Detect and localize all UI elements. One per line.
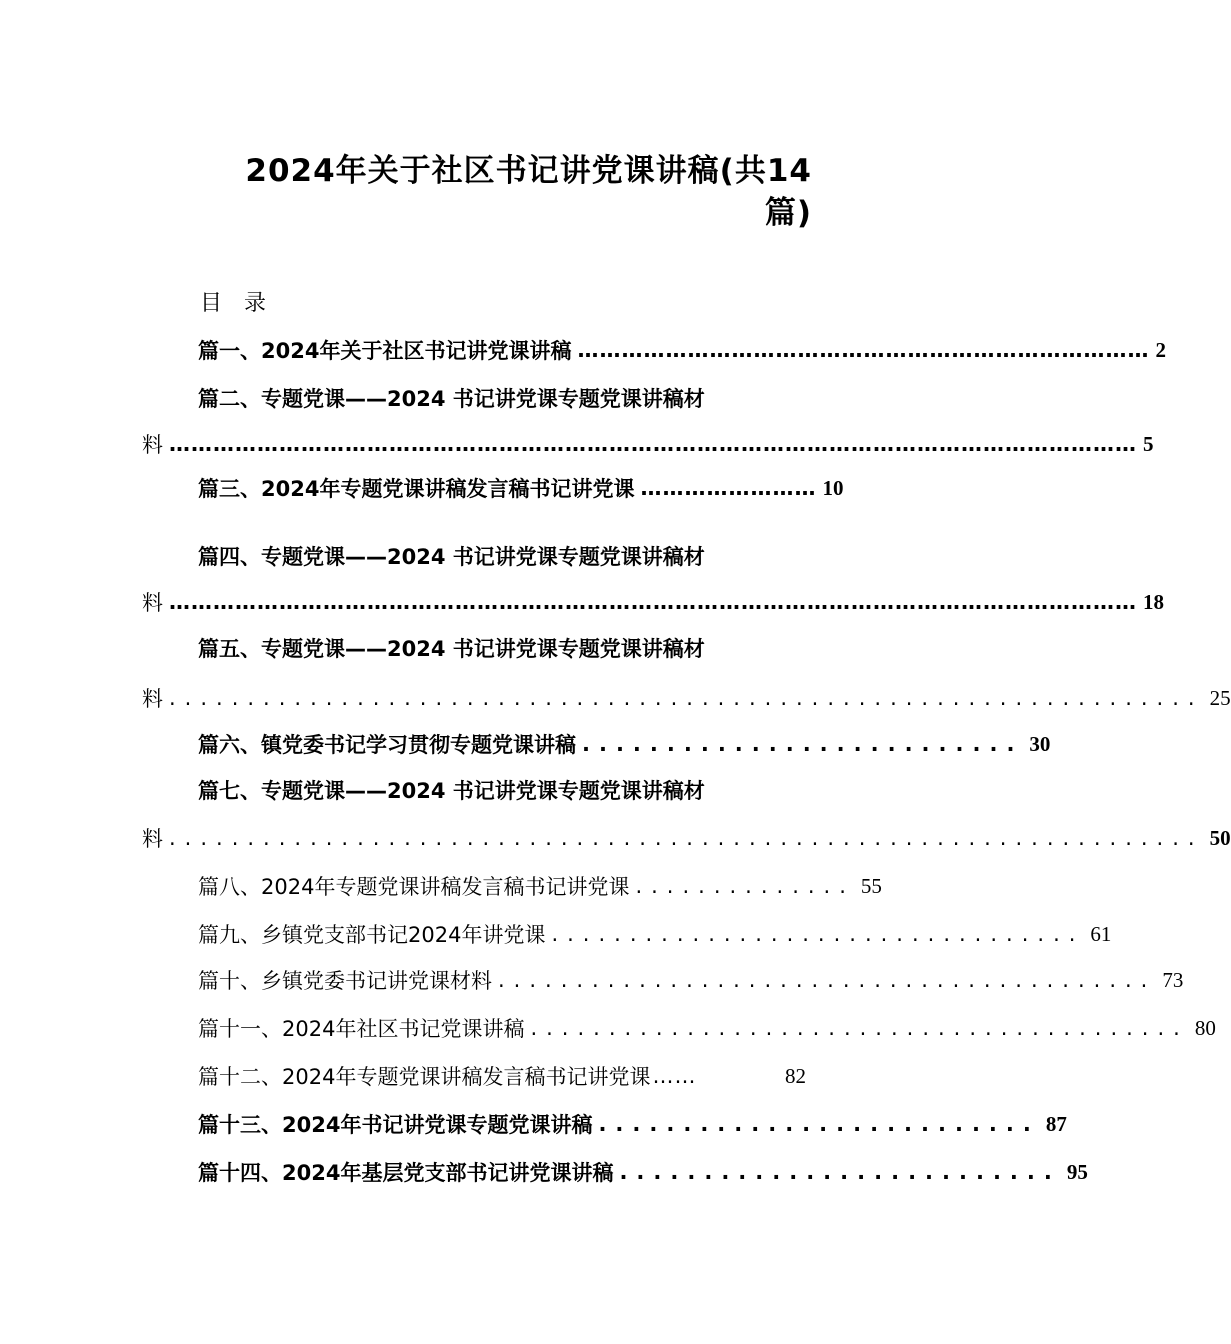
toc-entry-label: 篇六、镇党委书记学习贯彻专题党课讲稿 — [198, 733, 576, 757]
toc-entry-page: 87 — [1045, 1111, 1067, 1136]
toc-entry-label-cont: 料 — [142, 433, 163, 457]
toc-entry-3[interactable] — [198, 470, 844, 506]
toc-entry-6[interactable] — [198, 726, 1051, 762]
toc-entry-label-cont: 料 — [142, 827, 163, 851]
toc-entry-label-cont: 料 — [142, 687, 163, 711]
leader-dots: …… — [652, 1064, 697, 1088]
leader-dots: .................................................................. — [169, 826, 1204, 850]
toc-entry-4[interactable] — [198, 538, 806, 574]
toc-entry-page: 10 — [822, 475, 844, 500]
toc-entry-label: 篇八、2024年专题党课讲稿发言稿书记讲党课 — [198, 875, 630, 899]
toc-entry-10[interactable] — [198, 962, 1184, 998]
toc-entry-5[interactable] — [198, 630, 806, 666]
toc-entry-13[interactable] — [198, 1106, 1067, 1142]
toc-entry-7-continuation[interactable] — [142, 820, 1231, 856]
toc-entry-page: 25 — [1209, 685, 1231, 710]
leader-dots: .......................................... — [530, 1016, 1189, 1040]
toc-entry-14[interactable] — [198, 1154, 1088, 1190]
title-line-1: 2024年关于社区书记讲党课讲稿(共14 — [245, 153, 812, 189]
toc-entry-page: 30 — [1029, 731, 1051, 756]
document-title — [245, 150, 812, 234]
leader-dots: .......................... — [598, 1112, 1040, 1136]
toc-entry-label: 篇一、2024年关于社区书记讲党课讲稿 — [198, 339, 572, 363]
toc-entry-page: 55 — [860, 873, 882, 898]
toc-entry-9[interactable] — [198, 916, 1112, 952]
leader-dots: .............. — [635, 874, 855, 898]
toc-entry-label: 篇五、专题党课——2024 书记讲党课专题党课讲稿材 — [198, 637, 705, 661]
leader-dots: …………………………………………………………………………………………………………………… — [169, 590, 1137, 614]
title-line-2: 篇) — [764, 195, 812, 231]
toc-entry-page: 2 — [1155, 337, 1166, 362]
toc-entry-page: 80 — [1194, 1015, 1216, 1040]
toc-entry-label: 篇七、专题党课——2024 书记讲党课专题党课讲稿材 — [198, 779, 705, 803]
toc-entry-page: 5 — [1143, 431, 1154, 456]
toc-entry-5-continuation[interactable] — [142, 680, 1231, 716]
toc-entry-page: 18 — [1143, 589, 1164, 614]
toc-entry-8[interactable] — [198, 868, 882, 904]
toc-entry-2-continuation[interactable] — [142, 426, 1154, 462]
toc-entry-label: 篇十一、2024年社区书记党课讲稿 — [198, 1017, 525, 1041]
leader-dots: .................................. — [551, 922, 1085, 946]
toc-entry-page: 82 — [785, 1063, 806, 1088]
toc-entry-4-continuation[interactable] — [142, 584, 1164, 620]
leader-dots: .......................................... — [498, 968, 1157, 992]
toc-entry-label: 篇十、乡镇党委书记讲党课材料 — [198, 969, 492, 993]
toc-entry-12[interactable] — [198, 1058, 806, 1094]
toc-entry-page: 61 — [1090, 921, 1112, 946]
toc-entry-label: 篇十四、2024年基层党支部书记讲党课讲稿 — [198, 1161, 614, 1185]
leader-dots: .......................... — [619, 1160, 1061, 1184]
toc-entry-page: 95 — [1066, 1159, 1088, 1184]
toc-entry-11[interactable] — [198, 1010, 1216, 1046]
toc-entry-label: 篇九、乡镇党支部书记2024年讲党课 — [198, 923, 546, 947]
toc-entry-label: 篇二、专题党课——2024 书记讲党课专题党课讲稿材 — [198, 387, 705, 411]
toc-entry-label: 篇十三、2024年书记讲党课专题党课讲稿 — [198, 1113, 593, 1137]
toc-heading: 目录 — [200, 291, 289, 316]
toc-entry-page: 50 — [1209, 825, 1231, 850]
toc-entry-7[interactable] — [198, 772, 806, 808]
leader-dots: …………………………………………………………………………………………………………………… — [169, 432, 1137, 456]
toc-entry-label: 篇三、2024年专题党课讲稿发言稿书记讲党课 — [198, 477, 635, 501]
toc-entry-label: 篇十二、2024年专题党课讲稿发言稿书记讲党课 — [198, 1065, 651, 1089]
leader-dots: …………………………………………………………………… — [577, 338, 1150, 362]
toc-entry-label: 篇四、专题党课——2024 书记讲党课专题党课讲稿材 — [198, 545, 705, 569]
toc-entry-2[interactable] — [198, 380, 806, 416]
leader-dots: .......................... — [582, 732, 1024, 756]
toc-entry-page: 73 — [1162, 967, 1184, 992]
toc-entry-label-cont: 料 — [142, 591, 163, 615]
leader-dots: …………………… — [640, 476, 817, 500]
toc-entry-1[interactable] — [198, 332, 1166, 368]
leader-dots: .................................................................. — [169, 686, 1204, 710]
